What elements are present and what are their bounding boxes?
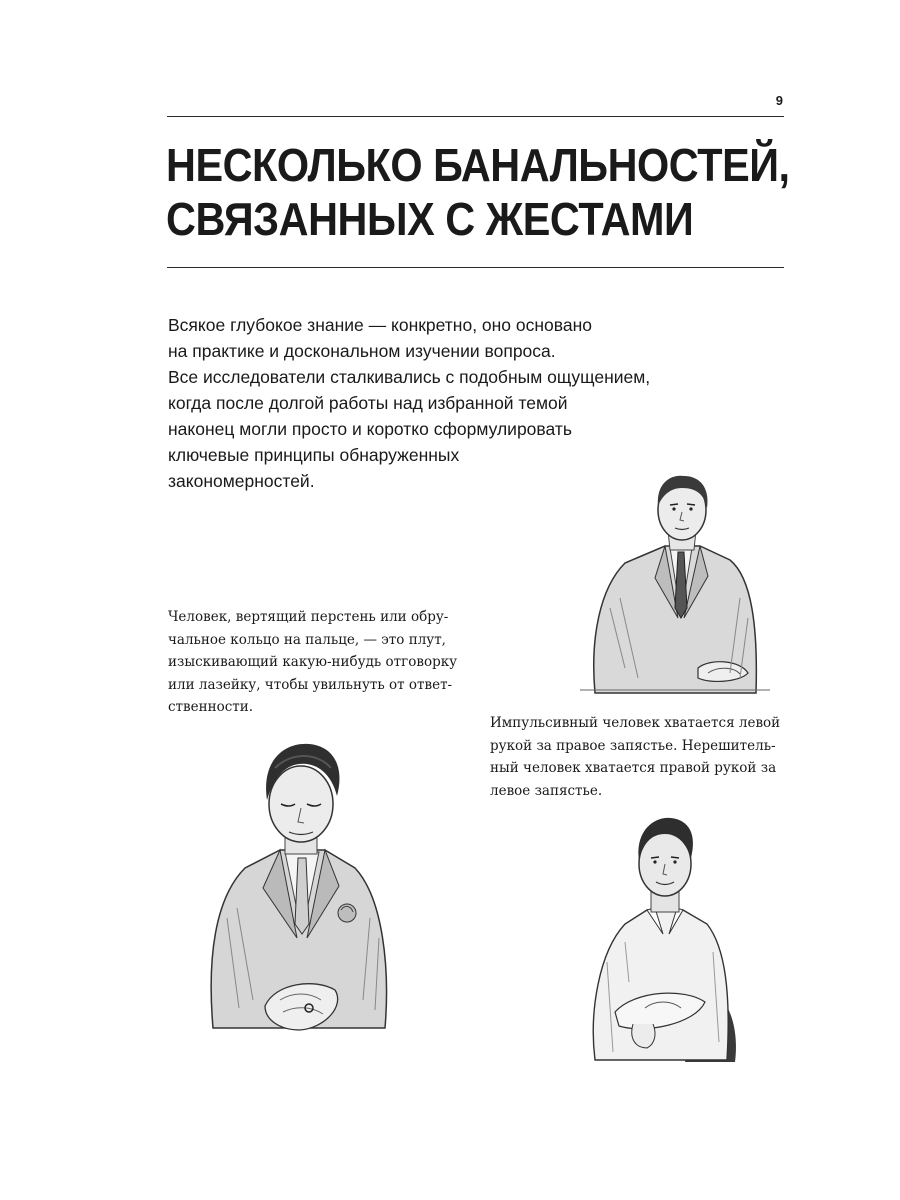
bottom-rule [167, 267, 784, 268]
lead-line: когда после долгой работы над избранной темой [168, 393, 568, 413]
man-in-shirt-holding-wrist-icon [585, 812, 745, 1064]
lead-line: Все исследователи сталкивались с подобным ощущением, [168, 367, 651, 387]
lead-line: закономерностей. [168, 471, 315, 491]
lead-line: ключевые принципы обнаруженных [168, 445, 460, 465]
caption-line: чальное кольцо на пальце, — это плут, [168, 631, 446, 648]
title-line-2: СВЯЗАННЫХ С ЖЕСТАМИ [166, 193, 694, 245]
caption-line: Импульсивный человек хватается левой [490, 715, 781, 731]
caption-line: или лазейку, чтобы увильнуть от ответ- [168, 676, 453, 693]
page-number: 9 [775, 93, 783, 108]
lead-line: на практике и доскональном изучении вопроса. [168, 341, 556, 361]
lead-line: наконец могли просто и коротко сформулировать [168, 419, 572, 439]
man-twisting-ring-icon [205, 738, 395, 1050]
title-line-1: НЕСКОЛЬКО БАНАЛЬНОСТЕЙ, [166, 139, 790, 191]
man-in-suit-clasping-wrist-icon [580, 468, 770, 700]
lead-paragraph [168, 312, 728, 494]
lead-line: Всякое глубокое знание — конкретно, оно основано [168, 315, 593, 335]
caption-line: ный человек хватается правой рукой за [490, 760, 777, 776]
top-rule [167, 116, 784, 117]
caption-line: рукой за правое запястье. Нерешитель- [490, 737, 776, 754]
caption-line: левое запястье. [490, 782, 603, 799]
caption-line: ственности. [168, 699, 254, 715]
page-title [166, 138, 790, 246]
caption-wrist-holding [490, 712, 786, 802]
caption-line: Человек, вертящий перстень или обру- [168, 609, 449, 625]
caption-line: изыскивающий какую-нибудь отговорку [168, 654, 458, 670]
caption-ring-twisting [168, 606, 463, 719]
